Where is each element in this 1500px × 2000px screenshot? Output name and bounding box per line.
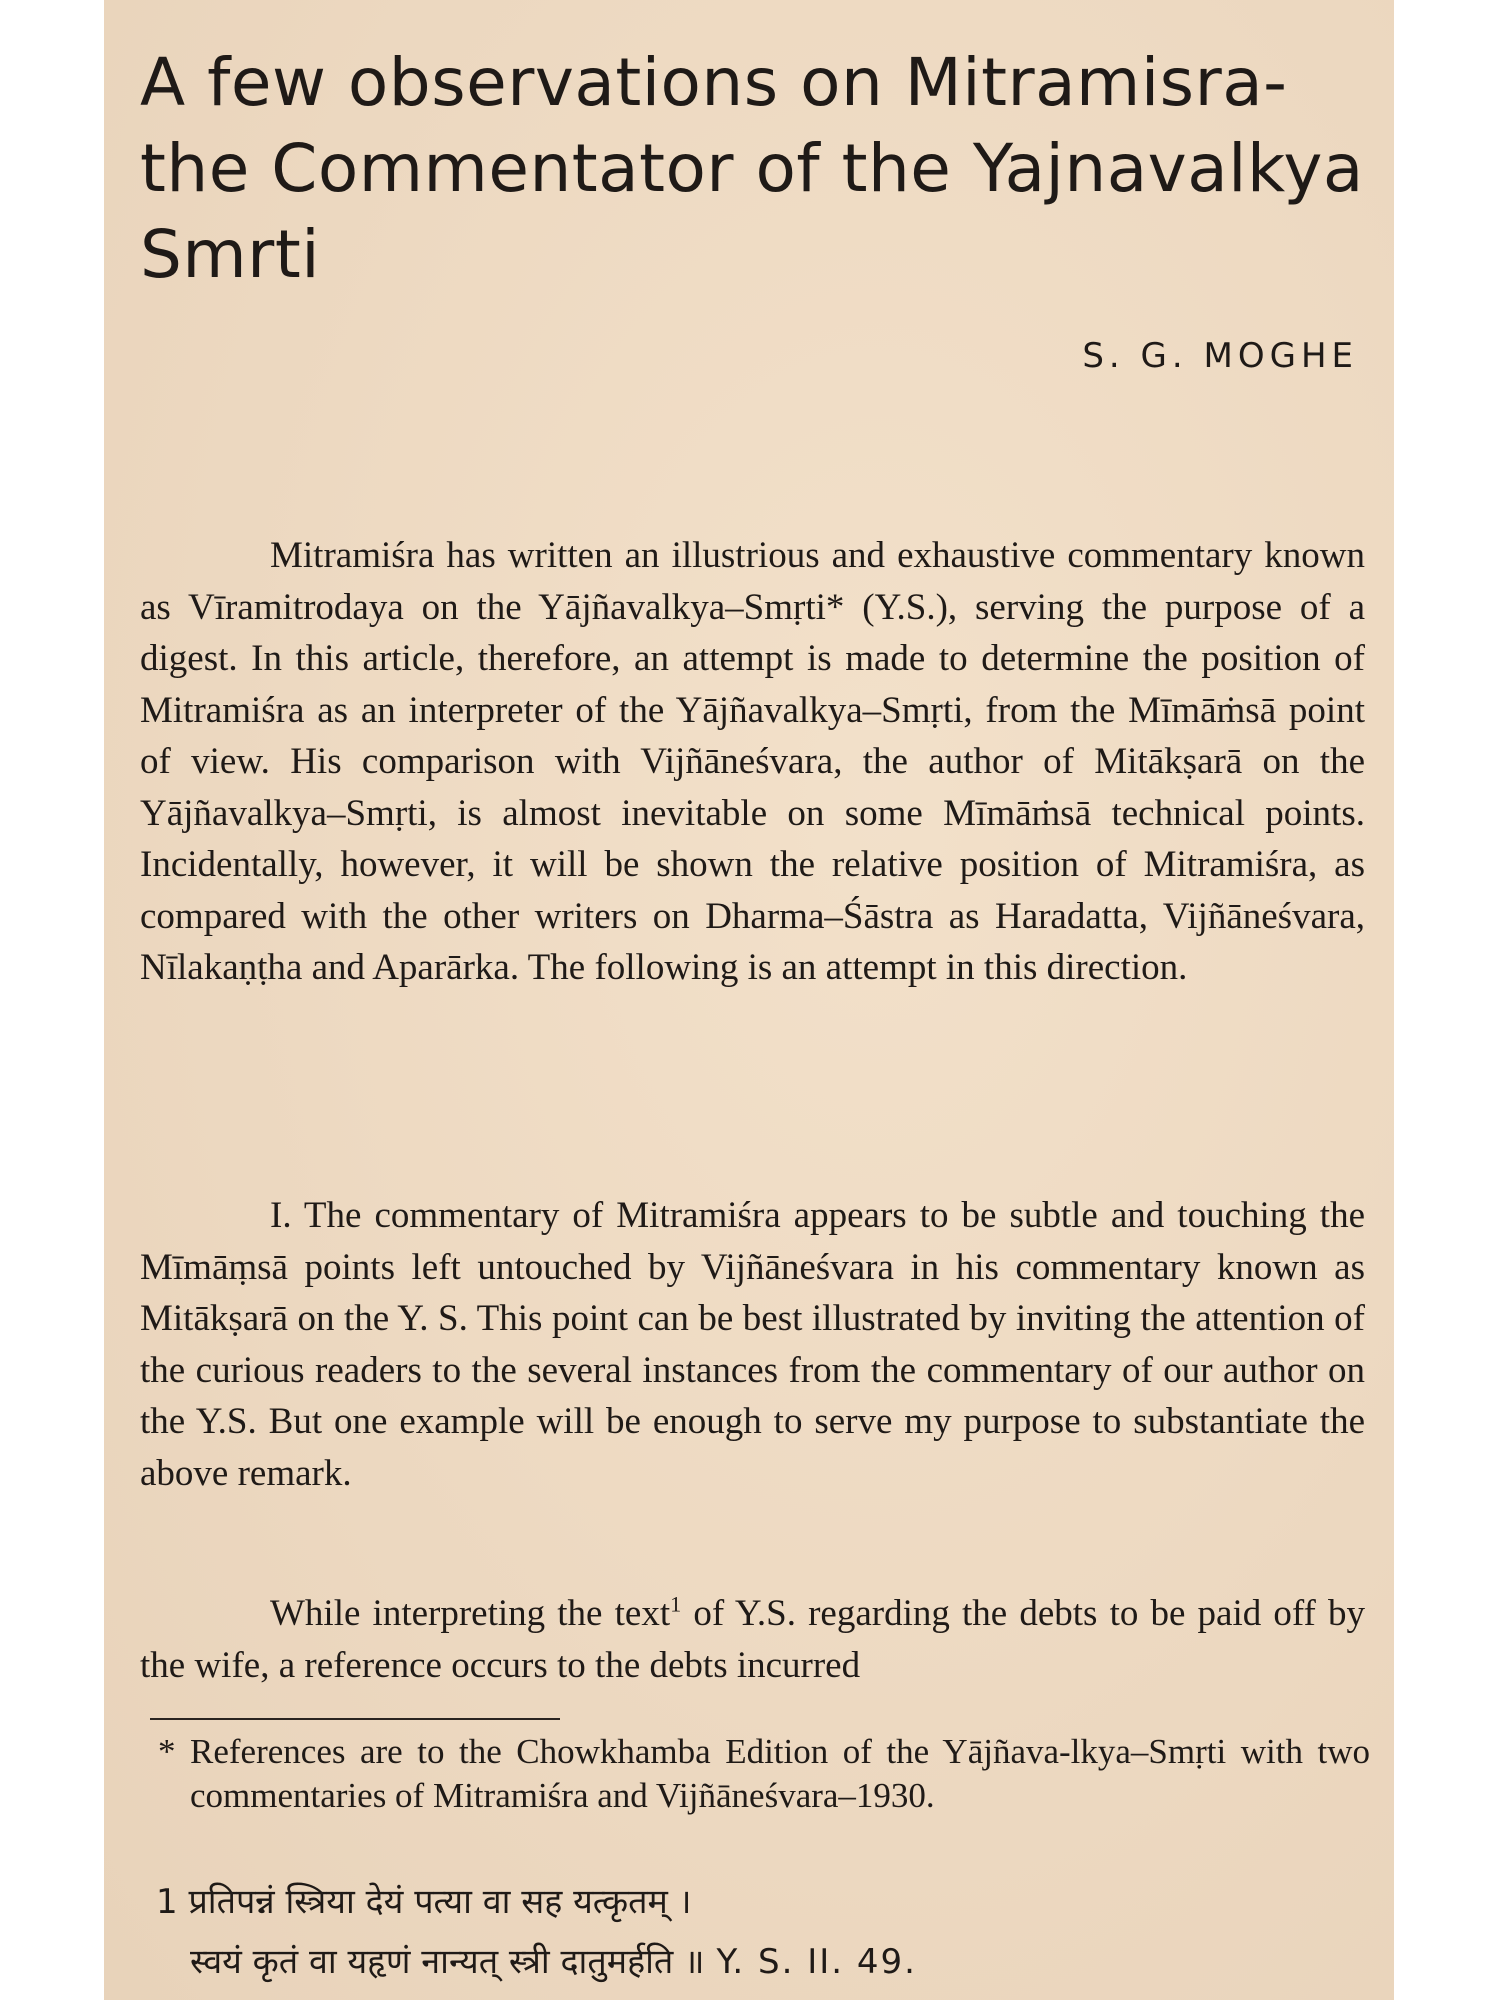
- paragraph-debts-end: of Y.S. regarding the debts to be paid off by the wife, a reference occurs to the debts incurred: [140, 1593, 1365, 1686]
- footnote-one-verse-line1: प्रतिपन्नं स्त्रिया देयं पत्या वा सह यत्कृतम् ।: [188, 1882, 692, 1922]
- footnote-one-number: 1: [156, 1882, 178, 1922]
- footnote-one-line2: [156, 1932, 917, 1992]
- footnote-one-verse-line2: स्वयं कृतं वा यहृणं नान्यत् स्त्री दातुमर्हति ॥: [190, 1942, 705, 1982]
- paragraph-debts-start: While interpreting the text: [270, 1593, 671, 1634]
- footnote-reference-1[interactable]: 1: [670, 1591, 682, 1617]
- footnote-one: [156, 1872, 917, 1992]
- journal-page: [104, 0, 1394, 2000]
- paragraph-section-one: I. The commentary of Mitramiśra appears to be subtle and touching the Mīmāṃsā points left untouched by Vijñāneśvara in his commentary known as Mitākṣarā on the Y. S. This point can be best illustrated by inviting the attention of the curious readers to the several instances from the commentary of our author on the Y.S. But one example will be enough to serve my purpose to substantiate the above remark.: [140, 1195, 1365, 1494]
- paragraph-debts: [140, 1588, 1365, 1691]
- footnote-star: * References are to the Chowkhamba Edition of the Yājñava-lkya–Smṛti with two commentaries of Mitramiśra and Vijñāneśvara–1930.: [158, 1732, 1370, 1815]
- footnote-divider: [150, 1718, 560, 1720]
- footnote-one-citation: Y. S. II. 49.: [716, 1942, 917, 1982]
- paragraph-intro: Mitramiśra has written an illustrious and exhaustive commentary known as Vīramitrodaya on the Yājñavalkya–Smṛti* (Y.S.), serving the purpose of a digest. In this article, therefore, an attempt is made to determine the position of Mitramiśra as an interpreter of the Yājñavalkya–Smṛti, from the Mīmāṁsā point of view. His comparison with Vijñāneśvara, the author of Mitākṣarā on the Yājñavalkya–Smṛti, is almost inevitable on some Mīmāṁsā technical points. Incidentally, however, it will be shown the relative position of Mitramiśra, as compared with the other writers on Dharma–Śāstra as Haradatta, Vijñāneśvara, Nīlakaṇṭha and Aparārka. The following is an attempt in this direction.: [140, 535, 1365, 988]
- author-name: S. G. MOGHE: [1082, 336, 1358, 376]
- article-title: A few observations on Mitramisra- the Commentator of the Yajnavalkya Smrti: [140, 44, 1364, 293]
